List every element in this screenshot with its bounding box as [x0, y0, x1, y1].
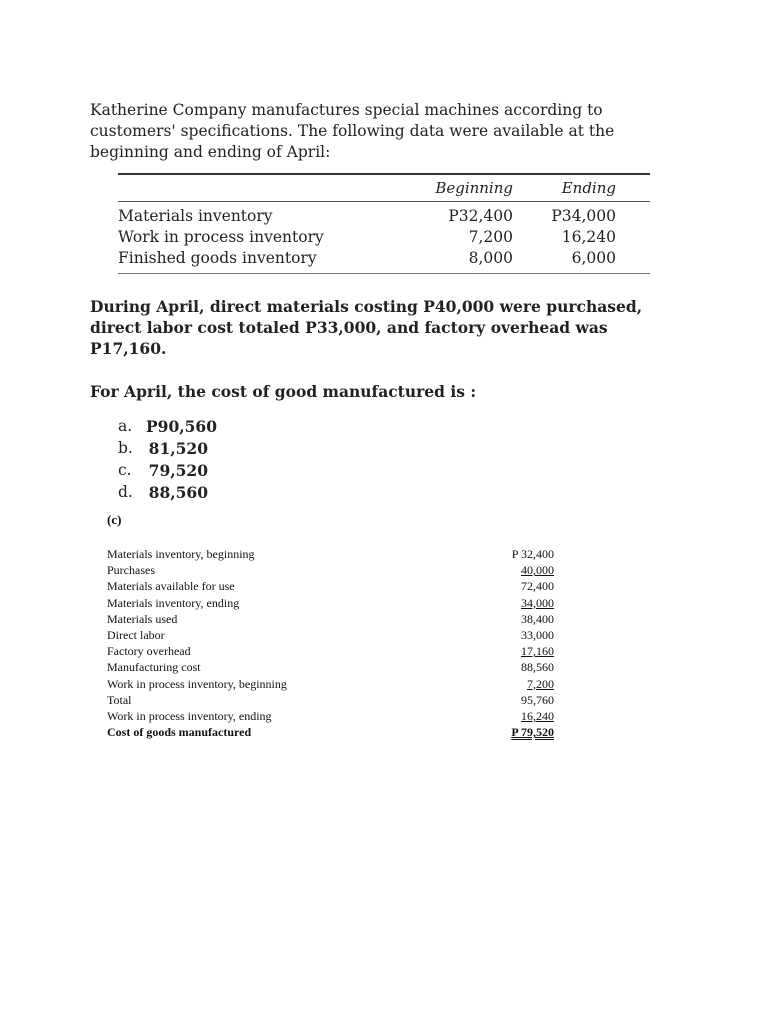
- line-amount: 88,560: [521, 660, 554, 675]
- row-label: Materials inventory: [118, 207, 273, 225]
- header-ending: Ending: [561, 179, 616, 197]
- choice-value: P90,560: [146, 417, 217, 436]
- table-row: [107, 708, 567, 724]
- line-amount: 17,160: [521, 644, 554, 659]
- line-label: Materials inventory, beginning: [107, 547, 255, 561]
- line-amount: 33,000: [521, 627, 554, 642]
- row-ending: P34,000: [551, 207, 616, 225]
- row-beginning: 7,200: [468, 228, 513, 246]
- problem-intro: Katherine Company manufactures special machines according to customers' specifications. The following data were available at the beginning and ending of April:: [90, 101, 615, 161]
- line-label: Total: [107, 692, 132, 707]
- line-label: Materials inventory, ending: [107, 595, 240, 610]
- line-amount: 16,240: [521, 708, 554, 723]
- row-label: Work in process inventory: [118, 228, 324, 246]
- line-amount: 7,200: [527, 676, 554, 691]
- table-row: [107, 643, 567, 659]
- choice-letter: b.: [118, 439, 133, 457]
- row-beginning: P32,400: [448, 207, 513, 225]
- table-row: [107, 562, 567, 578]
- table-row: [107, 676, 567, 692]
- table-row: [107, 627, 567, 643]
- choice-d: [118, 482, 650, 504]
- row-ending: 16,240: [561, 228, 616, 246]
- answer-label: (c): [107, 512, 122, 527]
- table-row: [107, 578, 567, 594]
- scanned-problem: [90, 100, 650, 504]
- line-amount: 40,000: [521, 563, 554, 578]
- table-row: [107, 659, 567, 675]
- row-beginning: 8,000: [468, 249, 513, 267]
- total-row: [107, 724, 567, 740]
- line-label: Purchases: [107, 563, 155, 578]
- table-row: [118, 206, 650, 227]
- line-amount: 38,400: [521, 611, 554, 626]
- inventory-table-header: [118, 173, 650, 202]
- table-row: [107, 611, 567, 627]
- total-label: Cost of goods manufactured: [107, 725, 252, 740]
- solution-section: [107, 512, 567, 740]
- line-label: Work in process inventory, ending: [107, 708, 272, 723]
- table-row: [118, 227, 650, 248]
- choice-letter: c.: [118, 461, 132, 479]
- answer-choices: [118, 416, 650, 504]
- table-row: [107, 595, 567, 611]
- choice-letter: a.: [118, 417, 133, 435]
- line-amount: 34,000: [521, 595, 554, 610]
- row-label: Finished goods inventory: [118, 249, 317, 267]
- line-label: Materials used: [107, 611, 178, 626]
- problem-paragraph: During April, direct materials costing P40,000 were purchased, direct labor cost totaled P33,000, and factory overhead was P17,160.: [90, 297, 643, 358]
- line-label: Factory overhead: [107, 644, 191, 659]
- line-label: Direct labor: [107, 627, 165, 642]
- solution-schedule: [107, 546, 567, 740]
- inventory-table: [118, 173, 650, 274]
- choice-c: [118, 460, 650, 482]
- choice-b: [118, 438, 650, 460]
- choice-value: 81,520: [148, 439, 208, 458]
- choice-a: [118, 416, 650, 438]
- header-beginning: Beginning: [435, 179, 513, 197]
- row-ending: 6,000: [571, 249, 616, 267]
- problem-question: For April, the cost of good manufactured is :: [90, 382, 477, 401]
- total-amount: P 79,520: [511, 725, 554, 740]
- line-label: Work in process inventory, beginning: [107, 676, 287, 691]
- table-row: [107, 692, 567, 708]
- choice-value: 79,520: [148, 461, 208, 480]
- line-amount: 95,760: [521, 692, 554, 707]
- table-row: [118, 248, 650, 269]
- choice-letter: d.: [118, 483, 133, 501]
- line-amount: 72,400: [521, 579, 554, 594]
- line-label: Manufacturing cost: [107, 660, 201, 675]
- choice-value: 88,560: [148, 483, 208, 502]
- table-row: [107, 546, 567, 562]
- line-amount: P 32,400: [511, 547, 554, 561]
- line-label: Materials available for use: [107, 579, 235, 594]
